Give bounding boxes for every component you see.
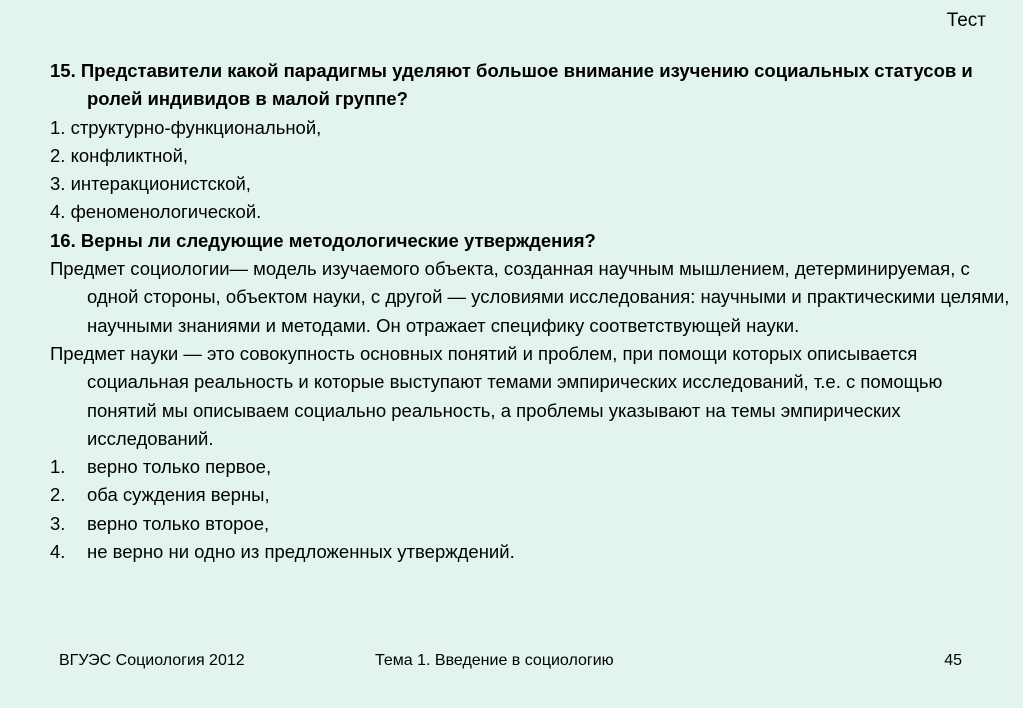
question-16: 16. Верны ли следующие методологические утверждения? [50, 229, 596, 251]
footer-course: ВГУЭС Социология 2012 [59, 652, 245, 669]
slide-content [50, 57, 1015, 566]
question-15: 15. Представители какой парадигмы уделяют большое внимание изучению социальных статусов и ролей индивидов в малой группе? [50, 60, 973, 110]
footer-topic: Тема 1. Введение в социологию [375, 652, 614, 669]
option-text: оба суждения верны, [87, 484, 270, 506]
q15-option-4: 4. феноменологической. [50, 201, 262, 223]
q16-option-1 [50, 453, 1015, 481]
q15-option-3: 3. интеракционистской, [50, 173, 251, 195]
q16-statement-1: Предмет социологии— модель изучаемого объекта, созданная научным мышлением, детерминируемая, с одной стороны, объектом науки, с другой — условиями исследования: научными и практическими целями, научными знаниями и методами. Он отражает специфику соответствующей науки. [50, 258, 1010, 336]
q16-option-3 [50, 510, 1015, 538]
option-number: 1. [50, 456, 66, 478]
option-number: 2. [50, 484, 66, 506]
q16-option-4 [50, 538, 1015, 566]
slide-title: Тест [946, 10, 986, 31]
q16-statement-2: Предмет науки — это совокупность основных понятий и проблем, при помощи которых описывается социальная реальность и которые выступают темами эмпирических исследований, т.е. с помощью понятий мы описываем социально реальность, а проблемы указывают на темы эмпирических исследований. [50, 342, 943, 449]
option-text: верно только первое, [87, 456, 272, 478]
option-number: 4. [50, 541, 66, 563]
q16-option-2 [50, 481, 1015, 509]
option-text: не верно ни одно из предложенных утверждений. [87, 541, 515, 563]
q15-option-2: 2. конфликтной, [50, 144, 189, 166]
option-number: 3. [50, 512, 66, 534]
q15-option-1: 1. структурно-функциональной, [50, 116, 322, 138]
page-number: 45 [944, 652, 962, 669]
option-text: верно только второе, [87, 512, 270, 534]
